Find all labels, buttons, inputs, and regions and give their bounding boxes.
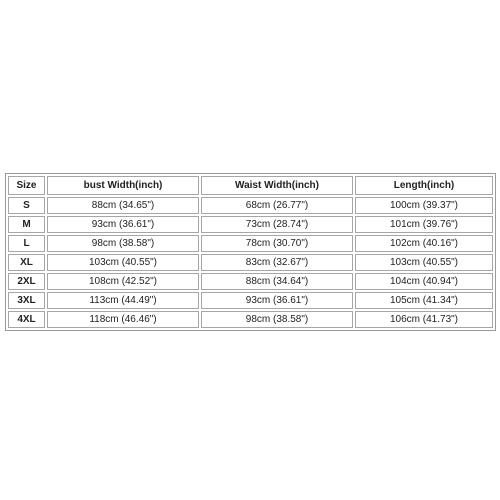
table-row (8, 216, 493, 233)
table-row (8, 197, 493, 214)
size-cell: 3XL (8, 292, 45, 309)
table-row (8, 254, 493, 271)
waist-cell: 98cm (38.58") (201, 311, 353, 328)
table-row (8, 273, 493, 290)
waist-cell: 88cm (34.64") (201, 273, 353, 290)
waist-cell: 83cm (32.67") (201, 254, 353, 271)
length-cell: 101cm (39.76") (355, 216, 493, 233)
length-cell: 100cm (39.37") (355, 197, 493, 214)
table-row (8, 235, 493, 252)
length-cell: 102cm (40.16") (355, 235, 493, 252)
size-cell: S (8, 197, 45, 214)
bust-cell: 93cm (36.61") (47, 216, 199, 233)
header-bust-width: bust Width(inch) (47, 176, 199, 195)
size-cell: M (8, 216, 45, 233)
size-cell: L (8, 235, 45, 252)
size-cell: XL (8, 254, 45, 271)
waist-cell: 73cm (28.74") (201, 216, 353, 233)
bust-cell: 108cm (42.52") (47, 273, 199, 290)
size-table (5, 173, 496, 331)
header-row (8, 176, 493, 195)
table-row (8, 311, 493, 328)
length-cell: 104cm (40.94") (355, 273, 493, 290)
header-size: Size (8, 176, 45, 195)
size-cell: 2XL (8, 273, 45, 290)
waist-cell: 78cm (30.70") (201, 235, 353, 252)
length-cell: 106cm (41.73") (355, 311, 493, 328)
bust-cell: 98cm (38.58") (47, 235, 199, 252)
bust-cell: 103cm (40.55") (47, 254, 199, 271)
bust-cell: 88cm (34.65") (47, 197, 199, 214)
header-length: Length(inch) (355, 176, 493, 195)
bust-cell: 118cm (46.46") (47, 311, 199, 328)
waist-cell: 93cm (36.61") (201, 292, 353, 309)
waist-cell: 68cm (26.77") (201, 197, 353, 214)
length-cell: 105cm (41.34") (355, 292, 493, 309)
size-chart (5, 173, 496, 331)
table-row (8, 292, 493, 309)
header-waist-width: Waist Width(inch) (201, 176, 353, 195)
length-cell: 103cm (40.55") (355, 254, 493, 271)
size-cell: 4XL (8, 311, 45, 328)
bust-cell: 113cm (44.49") (47, 292, 199, 309)
